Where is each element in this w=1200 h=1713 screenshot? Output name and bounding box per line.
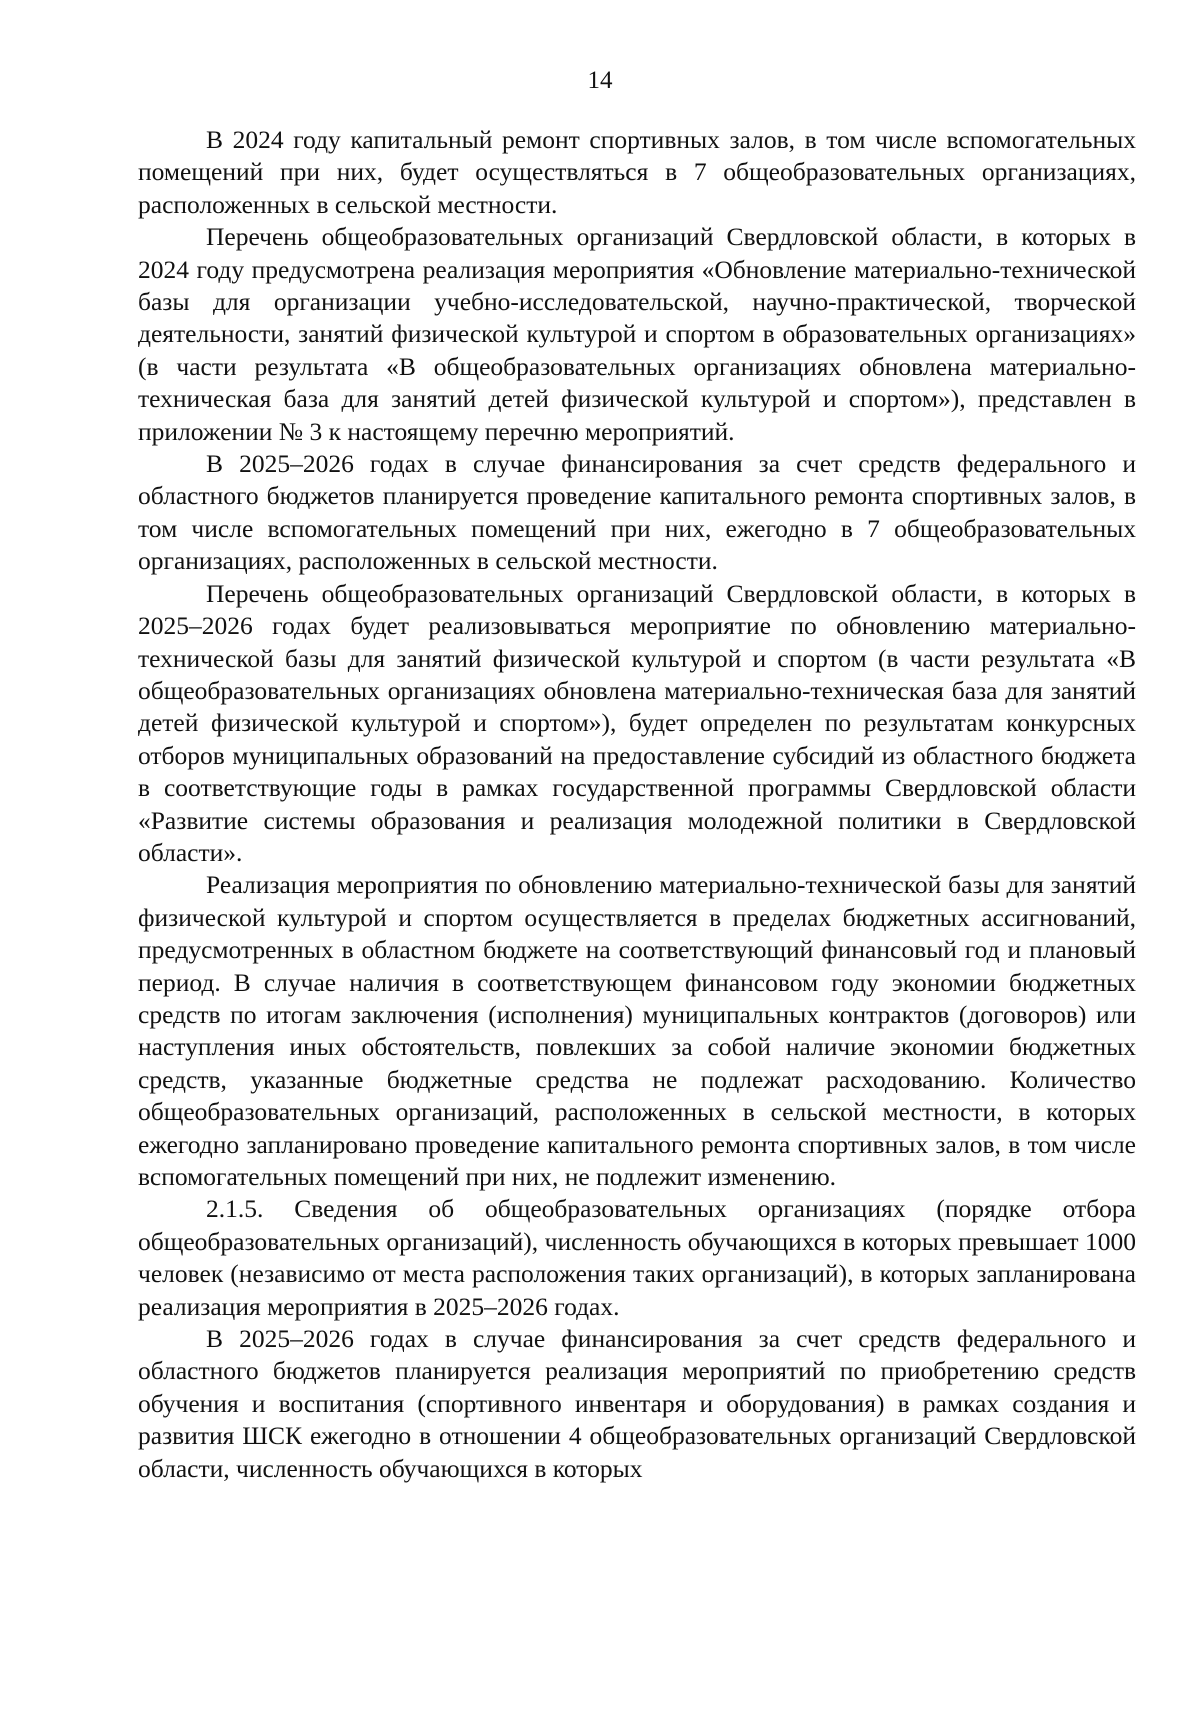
paragraph: В 2025–2026 годах в случае финансирования за счет средств федерального и областного бюджетов планируется проведение капитального ремонта спортивных залов, в том числе вспомогательных помещений при них, ежегодно в 7 общеобразовательных организациях, расположенных в сельской местности.: [138, 449, 1136, 576]
paragraph: Перечень общеобразовательных организаций Свердловской области, в которых в 2024 году предусмотрена реализация мероприятия «Обновление материально-технической базы для организации учебно-исследовательской, научно-практической, творческой деятельности, занятий физической культурой и спортом в образовательных организациях» (в части результата «В общеобразовательных организациях обновлена материально-техническая база для занятий детей физической культурой и спортом»), представлен в приложении № 3 к настоящему перечню мероприятий.: [138, 222, 1136, 446]
paragraph: В 2024 году капитальный ремонт спортивных залов, в том числе вспомогательных помещений при них, будет осуществляться в 7 общеобразовательных организациях, расположенных в сельской местности.: [138, 125, 1136, 219]
paragraph: Перечень общеобразовательных организаций Свердловской области, в которых в 2025–2026 годах будет реализовываться мероприятие по обновлению материально-технической базы для занятий физической культурой и спортом (в части результата «В общеобразовательных организациях обновлена материально-техническая база для занятий детей физической культурой и спортом»), будет определен по результатам конкурсных отборов муниципальных образований на предоставление субсидий из областного бюджета в соответствующие годы в рамках государственной программы Свердловской области «Развитие системы образования и реализация молодежной политики в Свердловской области».: [138, 578, 1136, 867]
paragraph: В 2025–2026 годах в случае финансирования за счет средств федерального и областного бюджетов планируется реализация мероприятий по приобретению средств обучения и воспитания (спортивного инвентаря и оборудования) в рамках создания и развития ШСК ежегодно в отношении 4 общеобразовательных организаций Свердловской области, численность обучающихся в которых: [138, 1324, 1136, 1483]
page-number: 14: [587, 67, 613, 94]
body-text: [138, 124, 1136, 1485]
section-paragraph: 2.1.5. Сведения об общеобразовательных организациях (порядке отбора общеобразовательных организаций), численность обучающихся в которых превышает 1000 человек (независимо от места расположения таких организаций), в которых запланирована реализация мероприятия в 2025–2026 годах.: [138, 1194, 1136, 1321]
paragraph: Реализация мероприятия по обновлению материально-технической базы для занятий физической культурой и спортом осуществляется в пределах бюджетных ассигнований, предусмотренных в областном бюджете на соответствующий финансовый год и плановый период. В случае наличия в соответствующем финансовом году экономии бюджетных средств по итогам заключения (исполнения) муниципальных контрактов (договоров) или наступления иных обстоятельств, повлекших за собой наличие экономии бюджетных средств, указанные бюджетные средства не подлежат расходованию. Количество общеобразовательных организаций, расположенных в сельской местности, в которых ежегодно запланировано проведение капитального ремонта спортивных залов, в том числе вспомогательных помещений при них, не подлежит изменению.: [138, 870, 1136, 1191]
